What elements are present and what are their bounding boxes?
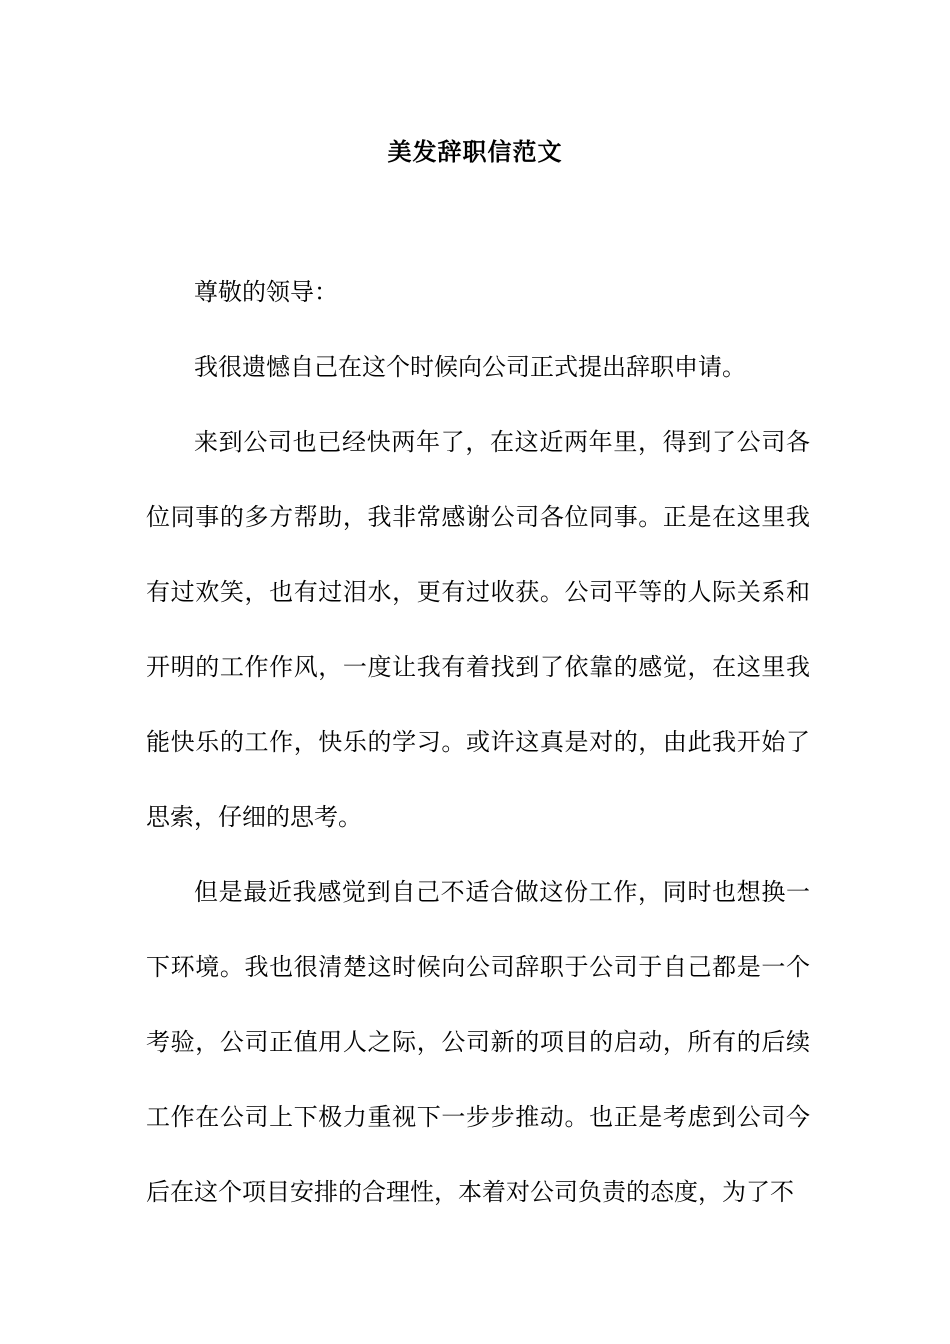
document-body (146, 255, 810, 1230)
paragraph-1: 我很遗憾自己在这个时候向公司正式提出辞职申请。 (194, 353, 746, 381)
document-title: 美发辞职信范文 (387, 137, 563, 166)
paragraph-2: 来到公司也已经快两年了，在这近两年里，得到了公司各位同事的多方帮助，我非常感谢公司各位同事。正是在这里我有过欢笑，也有过泪水，更有过收获。公司平等的人际关系和开明的工作作风，一度让我有着找到了依靠的感觉，在这里我能快乐的工作，快乐的学习。或许这真是对的，由此我开始了思索，仔细的思考。 (146, 428, 810, 831)
paragraph-3: 但是最近我感觉到自己不适合做这份工作，同时也想换一下环境。我也很清楚这时候向公司辞职于公司于自己都是一个考验，公司正值用人之际，公司新的项目的启动，所有的后续工作在公司上下极力重视下一步步推动。也正是考虑到公司今后在这个项目安排的合理性，本着对公司负责的态度，为了不 (146, 878, 810, 1206)
salutation: 尊敬的领导： (194, 278, 338, 306)
